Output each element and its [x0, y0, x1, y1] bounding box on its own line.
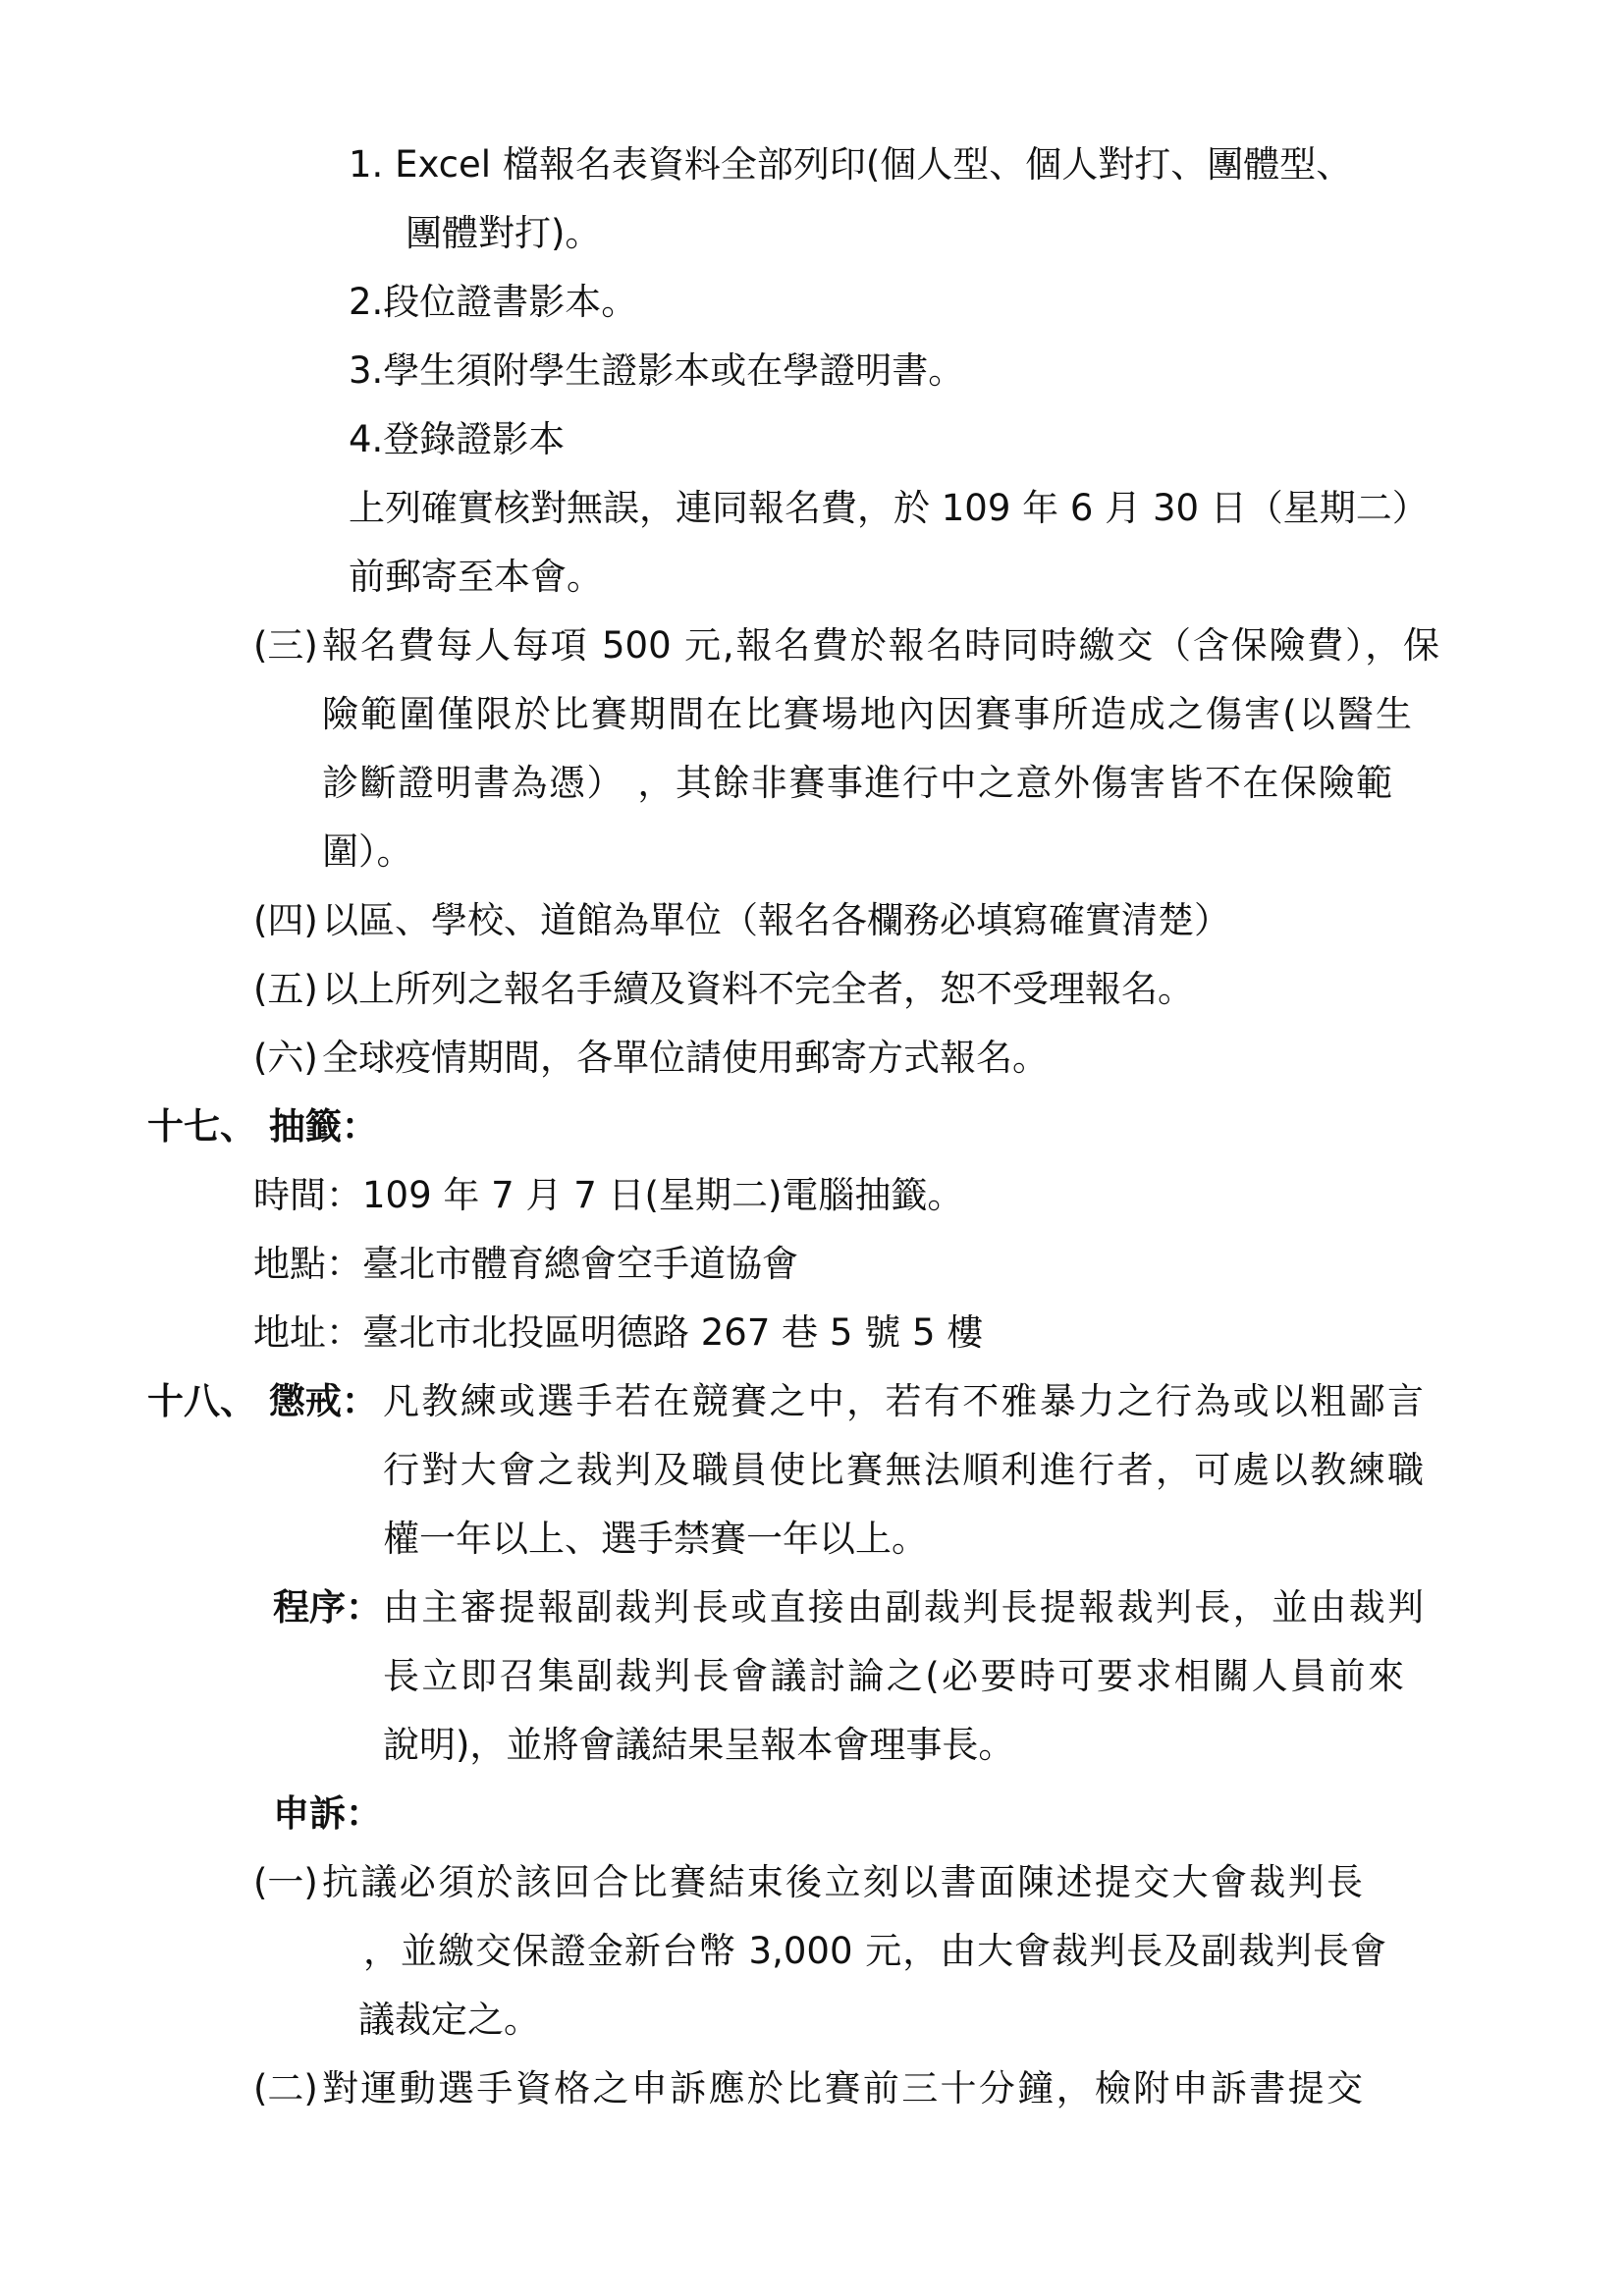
- appeal-1-marker: (一): [253, 1861, 318, 1903]
- fee-line-2: 險範圍僅限於比賽期間在比賽場地內因賽事所造成之傷害(以醫生: [322, 693, 1412, 735]
- fee-line-3: 診斷證明書為憑） ，其餘非賽事進行中之意外傷害皆不在保險範: [322, 762, 1392, 804]
- item-2: 2.段位證書影本。: [349, 281, 638, 323]
- fee-marker: (三): [253, 624, 318, 667]
- penalty-line-1: 凡教練或選手若在競賽之中，若有不雅暴力之行為或以粗鄙言: [383, 1380, 1424, 1422]
- appeal-1-line-1: 抗議必須於該回合比賽結束後立刻以書面陳述提交大會裁判長: [322, 1861, 1363, 1903]
- appeal-2-line-1: 對運動選手資格之申訴應於比賽前三十分鐘，檢附申訴書提交: [322, 2067, 1363, 2109]
- procedure-line-2: 長立即召集副裁判長會議討論之(必要時可要求相關人員前來: [383, 1655, 1404, 1697]
- rule-4-text: 以區、學校、道館為單位（報名各欄務必填寫確實清楚）: [322, 899, 1230, 941]
- draw-heading: 十七、 抽籤：: [147, 1105, 378, 1148]
- rule-6-text: 全球疫情期間，各單位請使用郵寄方式報名。: [322, 1037, 1049, 1079]
- appeal-2-marker: (二): [253, 2067, 318, 2109]
- rule-4-marker: (四): [253, 899, 318, 941]
- item-4: 4.登錄證影本: [349, 418, 566, 460]
- draw-address: 地址：臺北市北投區明德路 267 巷 5 號 5 樓: [253, 1311, 984, 1354]
- penalty-heading: 十八、 懲戒：: [147, 1380, 378, 1422]
- appeal-label: 申訴：: [273, 1792, 382, 1835]
- item-1-line-1: 1. Excel 檔報名表資料全部列印(個人型、個人對打、團體型、: [349, 143, 1353, 186]
- draw-place: 地點：臺北市體育總會空手道協會: [253, 1243, 798, 1285]
- mailing-line-1: 上列確實核對無誤，連同報名費，於 109 年 6 月 30 日（星期二）: [349, 487, 1429, 529]
- rule-5-marker: (五): [253, 968, 318, 1010]
- procedure-line-1: 由主審提報副裁判長或直接由副裁判長提報裁判長，並由裁判: [383, 1586, 1424, 1629]
- draw-time: 時間：109 年 7 月 7 日(星期二)電腦抽籤。: [253, 1174, 964, 1216]
- procedure-line-3: 說明)，並將會議結果呈報本會理事長。: [383, 1724, 1015, 1766]
- rule-6-marker: (六): [253, 1037, 318, 1079]
- item-3: 3.學生須附學生證影本或在學證明書。: [349, 349, 965, 392]
- mailing-line-2: 前郵寄至本會。: [349, 556, 603, 598]
- appeal-1-line-3: 議裁定之。: [358, 1999, 540, 2041]
- fee-line-1: 報名費每人每項 500 元,報名費於報名時同時繳交（含保險費），保: [322, 624, 1439, 667]
- appeal-1-line-2: ，並繳交保證金新台幣 3,000 元，由大會裁判長及副裁判長會: [363, 1930, 1386, 1972]
- item-1-line-2: 團體對打)。: [406, 212, 602, 254]
- penalty-line-3: 權一年以上、選手禁賽一年以上。: [383, 1518, 928, 1560]
- fee-line-4: 圍）。: [322, 830, 413, 873]
- penalty-line-2: 行對大會之裁判及職員使比賽無法順利進行者，可處以教練職: [383, 1449, 1424, 1491]
- procedure-label: 程序：: [273, 1586, 382, 1629]
- rule-5-text: 以上所列之報名手續及資料不完全者，恕不受理報名。: [322, 968, 1194, 1010]
